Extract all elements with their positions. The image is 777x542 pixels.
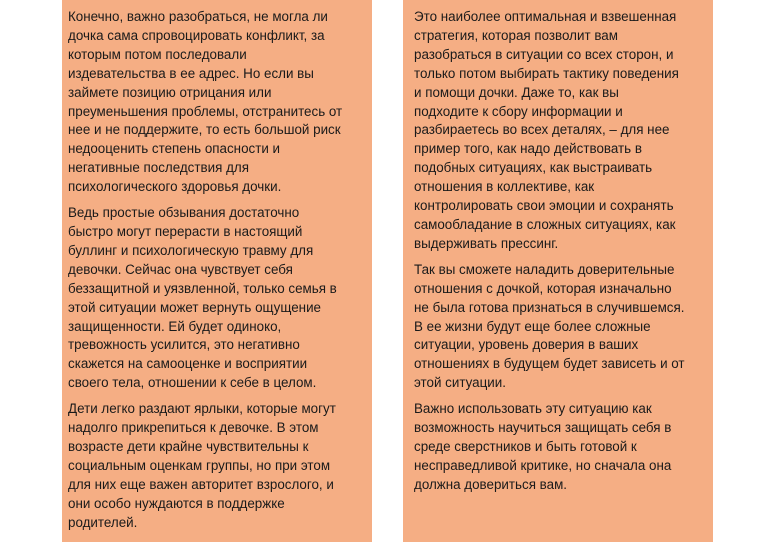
right-paragraph-3: Важно использовать эту ситуацию как возможность научиться защищать себя в среде сверстников и быть готовой к несправедливой критике, но сначала она должна довериться вам.: [414, 401, 672, 492]
left-text-card: [62, 0, 372, 542]
left-paragraph-2: Ведь простые обзывания достаточно быстро могут перерасти в настоящий буллинг и психологическую травму для девочки. Сейчас она чувствует себя беззащитной и уязвленной, только семья в этой ситуации может вернуть ощущение защищенности. Ей будет одиноко, тревожность усилится, это негативно скажется на самооценке и восприятии своего тела, отношении к себе в целом.: [68, 205, 337, 391]
right-text-card: [403, 0, 713, 542]
left-paragraph-1: Конечно, важно разобраться, не могла ли дочка сама спровоцировать конфликт, за которым потом последовали издевательства в ее адрес. Но если вы займете позицию отрицания или преуменьшения проблемы, отстранитесь от нее и не поддержите, то есть большой риск недооценить степень опасности и негативные последствия для психологического здоровья дочки.: [68, 9, 343, 195]
left-paragraph-3: Дети легко раздают ярлыки, которые могут надолго прикрепиться к девочке. В этом возрасте дети крайне чувствительны к социальным оценкам группы, но при этом для них еще важен авторитет взрослого, и они особо нуждаются в поддержке родителей.: [68, 401, 336, 530]
right-paragraph-2: Так вы сможете наладить доверительные отношения с дочкой, которая изначально не была готова признаться в случившемся. В ее жизни будут еще более сложные ситуации, уровень доверия в ваших отношениях в будущем будет зависеть и от этой ситуации.: [414, 261, 685, 391]
right-paragraph-1: Это наиболее оптимальная и взвешенная стратегия, которая позволит вам разобраться в ситуации со всех сторон, и только потом выбирать тактику поведения и помощи дочки. Даже то, как вы подходите к сбору информации и разбираетесь во всех деталях, – для нее пример того, как надо действовать в подобных ситуациях, как выстраивать отношения в коллективе, как контролировать свои эмоции и сохранять самообладание в сложных ситуациях, как выдерживать прессинг.: [414, 9, 679, 251]
